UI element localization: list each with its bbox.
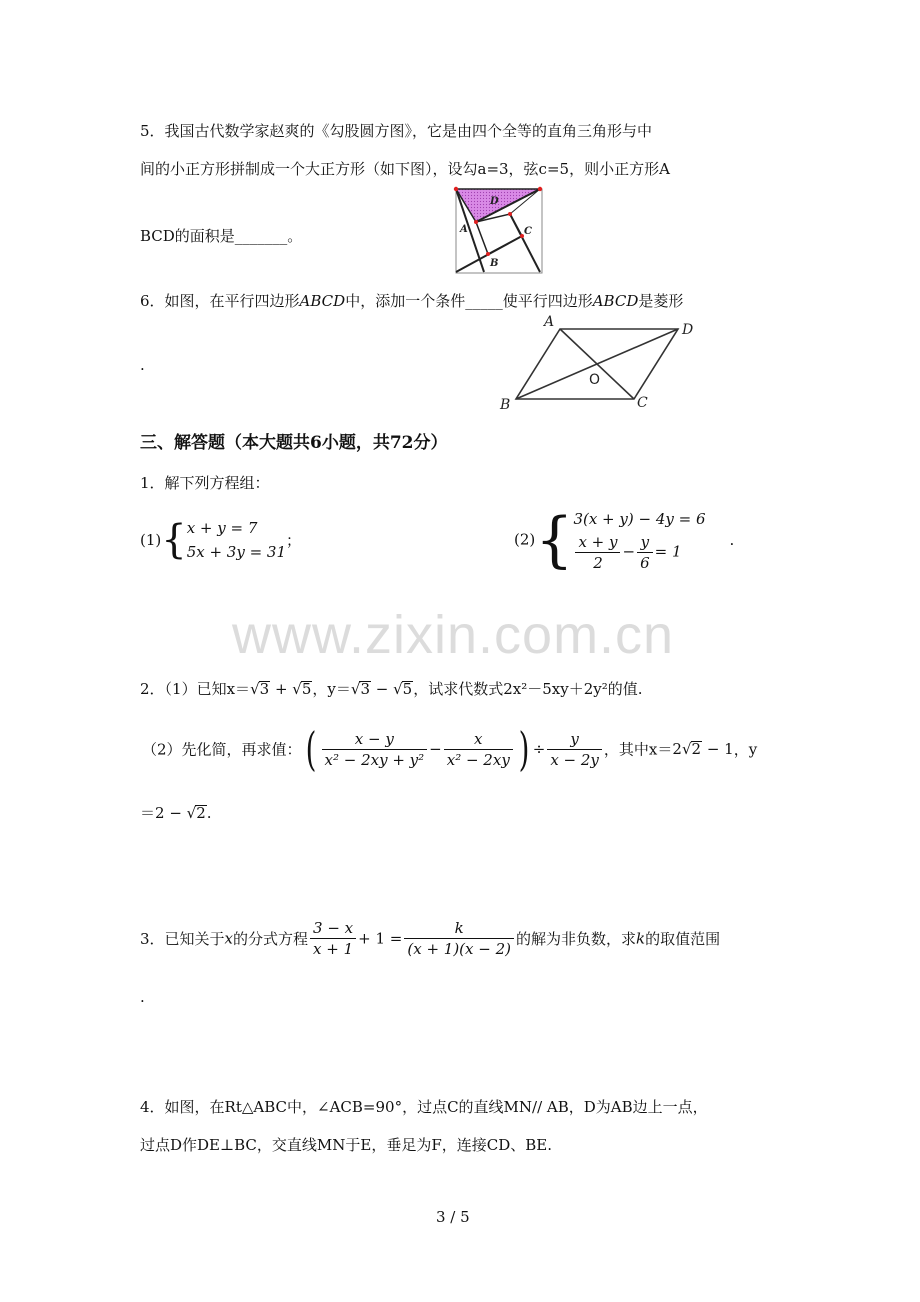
label-a: A — [460, 224, 468, 235]
page-number: 3 / 5 — [436, 1208, 470, 1226]
label-d: D — [682, 322, 694, 338]
p2-part1: 2．（1）已知x＝√3 + √5，y＝√3 − √5，试求代数式2x²－5xy＋2y²的值. — [140, 680, 643, 698]
p3-line1: 3．已知关于x的分式方程 $\frac{3 - x}{x + 1}$ + 1 = $\frac{k}{(x + 1)(x - 2)}$ 的解为非负数，求k的取值范围 — [140, 919, 721, 958]
zhao-shuang-figure — [446, 182, 550, 276]
q5-line3: BCD的面积是_______。 — [140, 227, 303, 245]
p1-part1: (1){ x + y = 7 5x + 3y = 31 ； — [140, 517, 302, 563]
label-o: O — [589, 372, 601, 388]
watermark: www.zixin.com.cn — [232, 605, 675, 665]
p1-title: 1．解下列方程组： — [140, 474, 270, 492]
p2-part2: （2）先化简，再求值：( $\frac{x - y}{\text{x² − 2xy + y²}}$ − $\frac{x}{\text{x² − 2xy}}$ ) ÷ $\frac{y}{x - 2y}$ ，其中x＝2√2 − 1，y — [142, 722, 758, 776]
q5-line1: 5．我国古代数学家赵爽的《勾股圆方图》，它是由四个全等的直角三角形与中 — [140, 122, 653, 140]
p4-line2: 过点D作DE⊥BC，交直线MN于E，垂足为F，连接CD、BE. — [140, 1136, 552, 1154]
label-b: B — [490, 258, 499, 269]
p1-part2: (2){ 3(x + y) − 4y = 6 $\frac{x + y}{2}$ − $\frac{y}{6}$ = 1 . — [514, 504, 735, 575]
p2-line3: ＝2 − √2. — [140, 804, 212, 822]
label-c: C — [524, 226, 532, 237]
q5-line2: 间的小正方形拼制成一个大正方形（如下图），设勾a=3，弦c=5，则小正方形A — [140, 160, 670, 178]
q6-dot: . — [140, 356, 145, 374]
label-a: A — [544, 314, 555, 330]
p4-line1: 4．如图，在Rt△ABC中，∠ACB=90°，过点C的直线MN// AB，D为AB边上一点， — [140, 1098, 708, 1116]
q6-line1: 6．如图，在平行四边形ABCD中，添加一个条件_____使平行四边形ABCD是菱形 — [140, 292, 684, 310]
label-d: D — [490, 196, 499, 207]
label-b: B — [500, 397, 511, 413]
label-c: C — [637, 395, 648, 411]
p3-dot: . — [140, 988, 145, 1006]
parallelogram-figure — [494, 312, 700, 414]
inner-square — [476, 214, 522, 254]
section-title: 三、解答题（本大题共6小题，共72分） — [140, 433, 448, 453]
